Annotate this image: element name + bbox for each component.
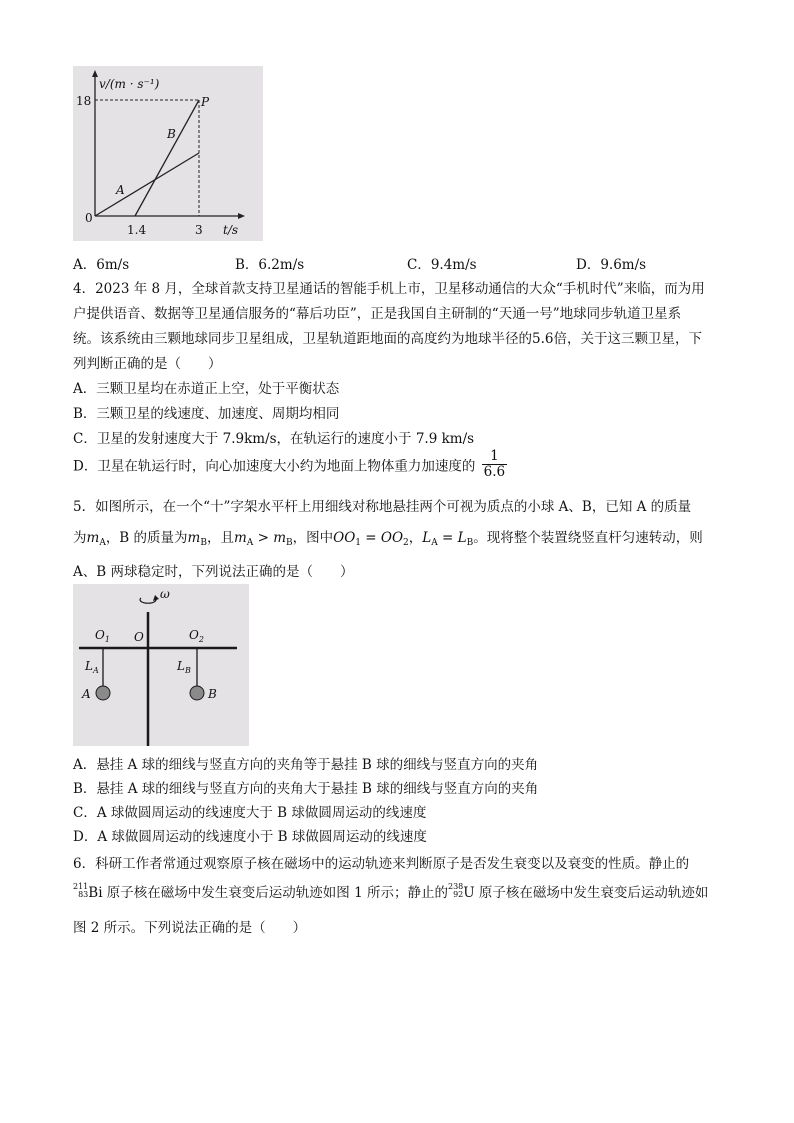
q4-stem-line-4: 列判断正确的是（ ） [73, 356, 222, 372]
q5-math-l: L [422, 530, 432, 546]
q5-option-d: D．A 球做圆周运动的线速度小于 B 球做圆周运动的线速度 [73, 829, 427, 845]
q5-math-m: m [187, 530, 201, 546]
q3-option-b: B．6.2m/s [235, 257, 305, 273]
q4-fraction [482, 449, 507, 480]
q5-text: 为 [73, 530, 87, 546]
q6-stem-line-1: 6．科研工作者常通过观察原子核在磁场中的运动轨迹来判断原子是否发生衰变以及衰变的性质。静止的 [73, 856, 690, 872]
q5-option-c: C．A 球做圆周运动的线速度大于 B 球做圆周运动的线速度 [73, 805, 427, 821]
ball-a [96, 686, 110, 700]
q4-fraction-numerator: 1 [482, 449, 507, 465]
x-tick-1-4: 1.4 [127, 223, 147, 237]
q5-text: = [361, 530, 381, 546]
q4-fraction-denominator: 6.6 [483, 464, 506, 480]
line-a-label: A [116, 183, 125, 197]
label-b: B [208, 687, 217, 701]
q5-sub: 2 [403, 538, 409, 548]
q5-text: ，图中 [292, 530, 334, 546]
q5-sub: A [431, 538, 438, 548]
q6-line-2-text-a: Bi 原子核在磁场中发生衰变后运动轨迹如图 1 所示；静止的 [88, 885, 448, 901]
q5-math-m: m [233, 530, 247, 546]
q4-option-c: C．卫星的发射速度大于 7.9km/s，在轨运行的速度小于 7.9 km/s [73, 431, 475, 447]
x-tick-0: 0 [85, 211, 93, 225]
bi-nuclide-numbers [73, 883, 88, 899]
bi-atomic-number: 83 [78, 890, 89, 899]
q3-option-d: D．9.6m/s [576, 257, 647, 273]
rotating-cross-figure [73, 584, 249, 746]
u-mass-number: 238 [447, 882, 464, 891]
q5-stem-line-3: A、B 两球稳定时，下列说法正确的是（ ） [73, 564, 354, 580]
q5-math-l: L [457, 530, 467, 546]
bi-mass-number: 211 [73, 882, 89, 891]
x-axis-arrow [238, 213, 245, 219]
label-a: A [82, 687, 91, 701]
q5-sub: A [99, 538, 106, 548]
q5-option-b: B．悬挂 A 球的细线与竖直方向的夹角大于悬挂 B 球的细线与竖直方向的夹角 [73, 781, 539, 797]
q5-stem-line-2 [73, 526, 703, 548]
q4-option-b: B．三颗卫星的线速度、加速度、周期均相同 [73, 406, 340, 422]
label-lb: $L_B$ [177, 659, 191, 675]
rotating-cross-svg [73, 584, 249, 746]
q4-option-d: D．卫星在轨运行时，向心加速度大小约为地面上物体重力加速度的 [73, 458, 476, 475]
velocity-time-graph [73, 66, 263, 241]
y-tick-18: 18 [76, 94, 92, 108]
q6-stem-line-3: 图 2 所示。下列说法正确的是（ ） [73, 920, 307, 936]
q5-text: ， [408, 530, 423, 546]
q3-option-c: C．9.4m/s [407, 257, 477, 273]
q5-sub: 1 [355, 538, 361, 548]
q5-sub: B [286, 538, 293, 548]
label-o2: $O_2$ [189, 628, 204, 644]
q5-text: 。现将整个装置绕竖直杆匀速转动，则 [473, 530, 703, 546]
q5-math-m: m [86, 530, 100, 546]
label-la: $L_A$ [85, 659, 99, 675]
y-axis-label: v/(m · s⁻¹) [99, 77, 160, 91]
q5-stem-line-1: 5．如图所示，在一个“十”字架水平杆上用细线对称地悬挂两个可视为质点的小球 A、B，已知 A 的质量 [73, 499, 692, 515]
line-b [135, 100, 199, 216]
ball-b [190, 686, 204, 700]
q6-stem-line-2 [73, 881, 708, 901]
point-p-label: P [201, 95, 210, 109]
q6-line-2-text-b: U 原子核在磁场中发生衰变后运动轨迹如 [463, 885, 709, 901]
q5-sub: A [246, 538, 254, 548]
q5-text: = [437, 530, 458, 546]
y-axis-arrow [92, 70, 98, 77]
q4-stem-line-3: 统。该系统由三颗地球同步卫星组成，卫星轨道距地面的高度约为地球半径的5.6倍，关于这三颗卫星，下 [73, 331, 702, 347]
omega-label: ω [160, 587, 170, 601]
line-b-label: B [167, 127, 176, 141]
q3-option-a: A．6m/s [73, 257, 130, 273]
x-axis-label: t/s [223, 223, 239, 237]
q4-option-d-row [73, 449, 507, 480]
x-tick-3: 3 [195, 223, 203, 237]
q5-math-oo: OO [380, 530, 404, 546]
velocity-time-graph-svg [73, 66, 263, 241]
q5-sub: B [200, 538, 207, 548]
q5-text: ，B 的质量为 [105, 530, 188, 546]
u-nuclide-numbers [448, 883, 463, 899]
q5-option-a: A．悬挂 A 球的细线与竖直方向的夹角等于悬挂 B 球的细线与竖直方向的夹角 [73, 757, 539, 773]
q5-text: > [253, 530, 274, 546]
q4-option-a: A．三颗卫星均在赤道正上空，处于平衡状态 [73, 381, 340, 397]
q5-sub: B [466, 538, 474, 548]
q4-stem-line-2: 户提供语音、数据等卫星通信服务的“幕后功臣”，正是我国自主研制的“天通一号”地球同步轨道卫星系 [73, 306, 682, 322]
u-atomic-number: 92 [453, 890, 464, 899]
label-o: O [134, 630, 144, 644]
q5-math-m: m [273, 530, 286, 546]
q5-text: ，且 [206, 530, 234, 546]
q4-stem-line-1: 4．2023 年 8 月，全球首款支持卫星通话的智能手机上市，卫星移动通信的大众“手机时代”来临，而为用 [73, 281, 705, 297]
q5-math-oo: OO [333, 530, 356, 546]
label-o1: $O_1$ [95, 628, 110, 644]
line-a [95, 153, 199, 216]
